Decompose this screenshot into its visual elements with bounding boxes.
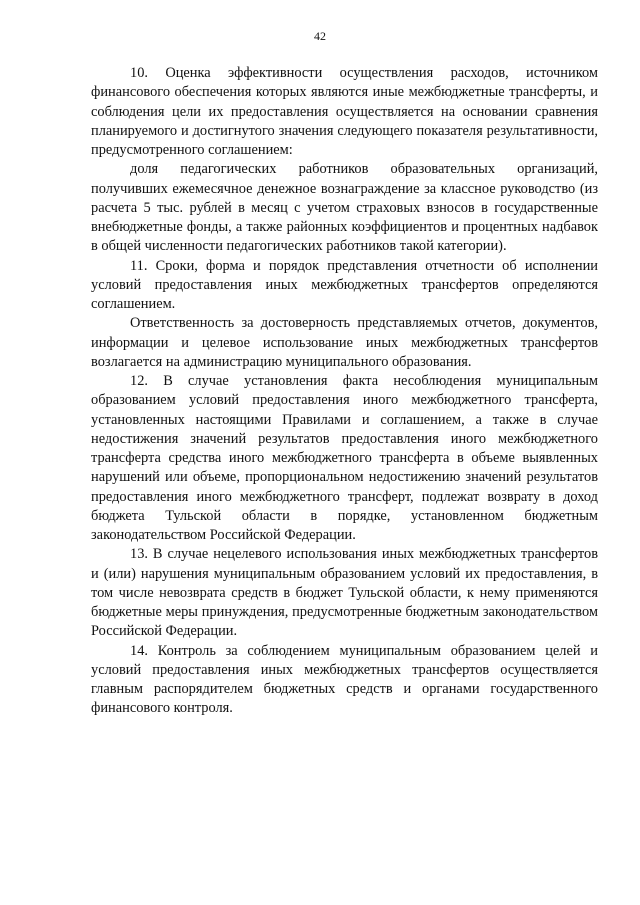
paragraph-14-control: 14. Контроль за соблюдением муниципальным образованием целей и условий предоставления иных межбюджетных трансфертов осуществляется главным распорядителем бюджетных средств и органами государственного финансового контроля. [91, 642, 598, 717]
paragraph-responsibility: Ответственность за достоверность представляемых отчетов, документов, информации и целевое использование иных межбюджетных трансфертов возлагается на администрацию муниципального образования. [91, 315, 598, 370]
paragraph-indicator-share: доля педагогических работников образовательных организаций, получивших ежемесячное денежное вознаграждение за классное руководство (из расчета 5 тыс. рублей в месяц с учетом страховых взносов в государственные внебюджетные фонды, а также районных коэффициентов и процентных надбавок в общей численности педагогических работников такой категории). [91, 161, 598, 255]
paragraph-13-misuse: 13. В случае нецелевого использования иных межбюджетных трансфертов и (или) нарушения муниципальным образованием условий их предоставления, в том числе невозврата средств в бюджет Тульской области, к нему применяются бюджетные меры принуждения, предусмотренные бюджетным законодательством Российской Федерации. [91, 546, 598, 640]
paragraph-12-return-of-funds: 12. В случае установления факта несоблюдения муниципальным образованием условий предоставления иного межбюджетного трансферта, установленных настоящими Правилами и соглашением, а также в случае недостижения значений результатов предоставления иного межбюджетного трансферта средства иного межбюджетного трансферта в объеме выявленных нарушений или объеме, пропорциональном недостижению значений результатов предоставления иного межбюджетного трансферт, подлежат возврату в доход бюджета Тульской области в порядке, установленном бюджетным законодательством Российской Федерации. [91, 373, 598, 543]
paragraph-10-evaluation: 10. Оценка эффективности осуществления расходов, источником финансового обеспечения которых являются иные межбюджетные трансферты, и соблюдения цели их предоставления осуществляется на основании сравнения планируемого и достигнутого значения следующего показателя результативности, предусмотренного соглашением: [91, 65, 598, 158]
page-number: 42 [314, 29, 326, 43]
document-body [91, 64, 598, 719]
paragraph-11-reporting: 11. Сроки, форма и порядок представления отчетности об исполнении условий предоставления иных межбюджетных трансфертов определяются соглашением. [91, 257, 598, 312]
